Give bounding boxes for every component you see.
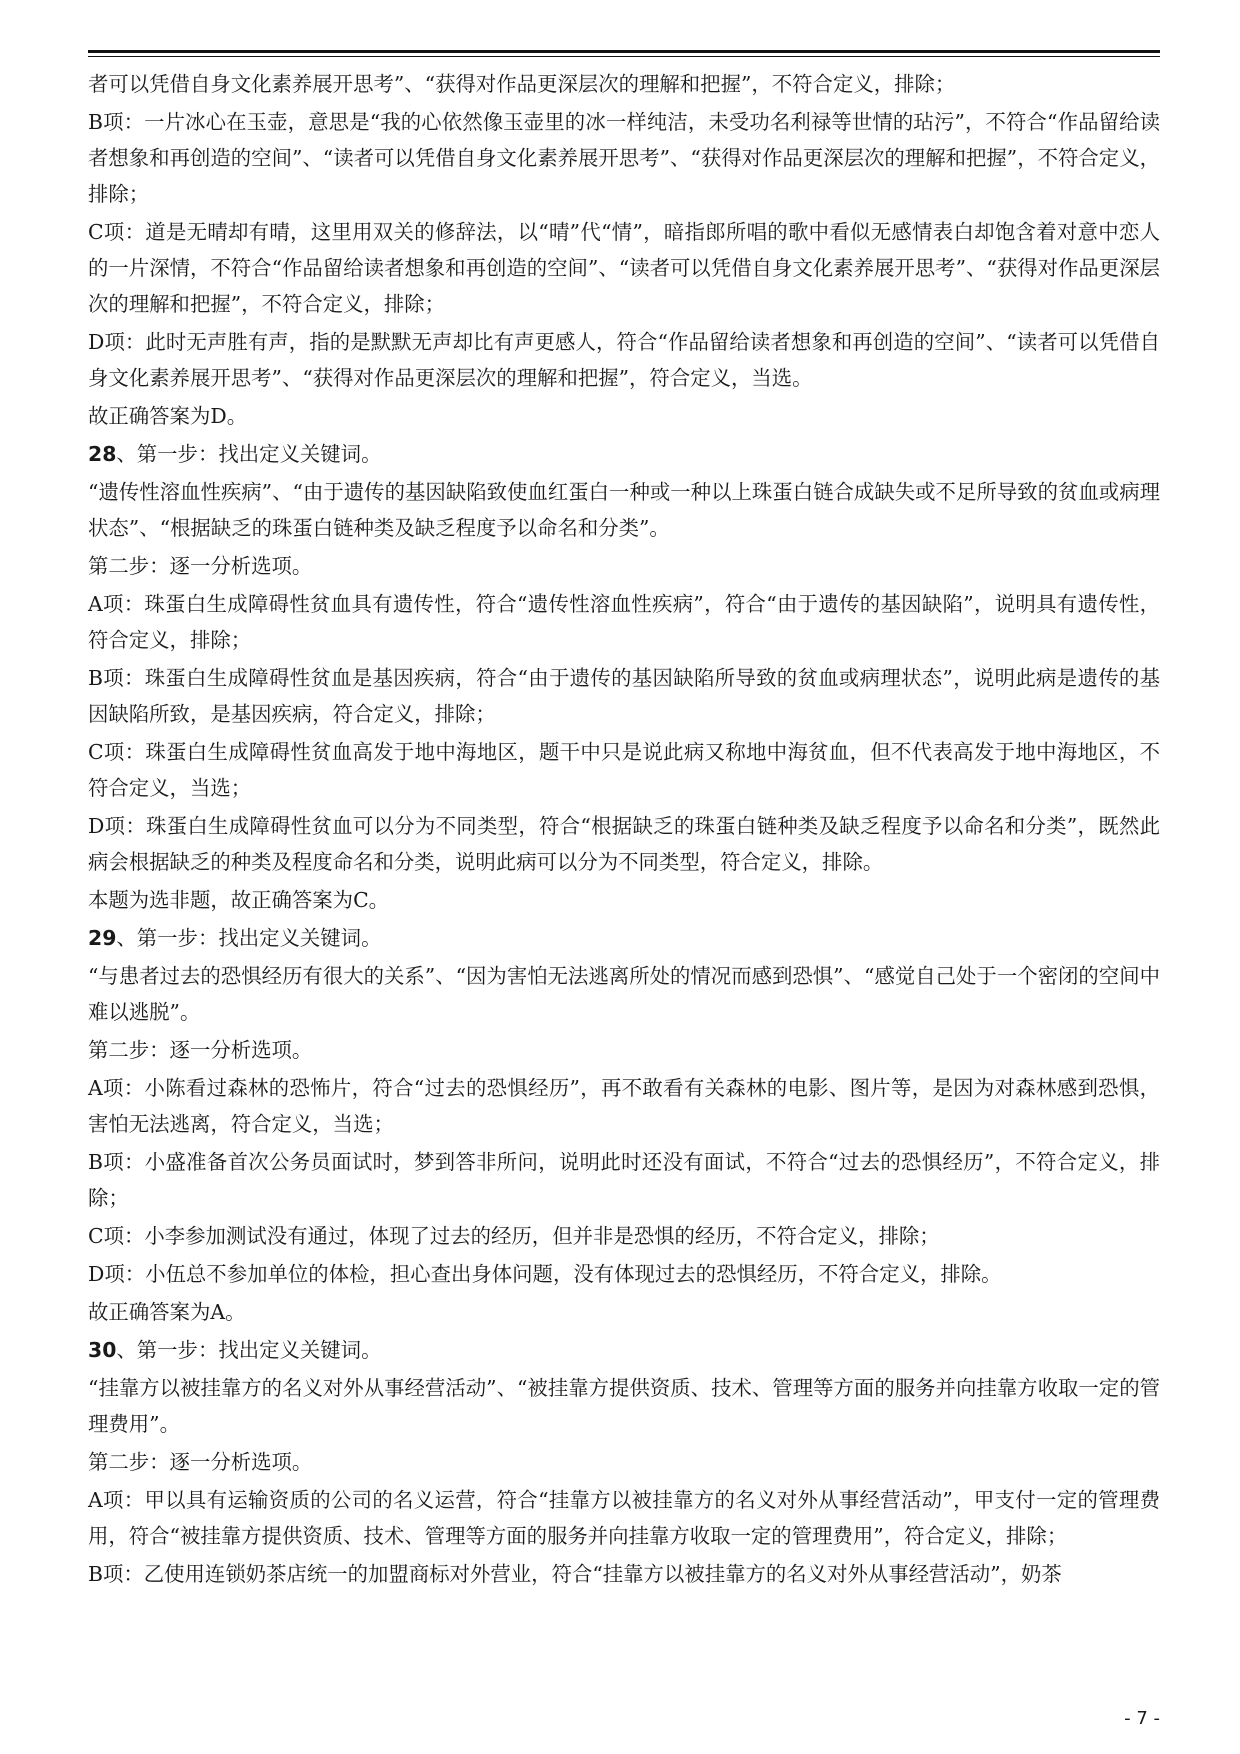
step-heading: 第二步：逐一分析选项。 (88, 1038, 313, 1062)
question-heading-text: 、第一步：找出定义关键词。 (116, 442, 382, 466)
paragraph: “挂靠方以被挂靠方的名义对外从事经营活动”、“被挂靠方提供资质、技术、管理等方面的服务并向挂靠方收取一定的管理费用”。 (88, 1376, 1160, 1436)
answer-line: 故正确答案为A。 (88, 1300, 246, 1324)
page-number: - 7 - (1124, 1708, 1160, 1729)
header-rule-thin (88, 56, 1160, 57)
paragraph: B项：乙使用连锁奶茶店统一的加盟商标对外营业，符合“挂靠方以被挂靠方的名义对外从事经营活动”，奶茶 (88, 1562, 1062, 1586)
paragraph: A项：小陈看过森林的恐怖片，符合“过去的恐惧经历”，再不敢看有关森林的电影、图片等，是因为对森林感到恐惧，害怕无法逃离，符合定义，当选； (88, 1076, 1160, 1136)
question-heading (88, 436, 1160, 472)
paragraph: “与患者过去的恐惧经历有很大的关系”、“因为害怕无法逃离所处的情况而感到恐惧”、“感觉自己处于一个密闭的空间中难以逃脱”。 (88, 964, 1160, 1024)
header-rule-thick (88, 50, 1160, 53)
paragraph: A项：甲以具有运输资质的公司的名义运营，符合“挂靠方以被挂靠方的名义对外从事经营活动”，甲支付一定的管理费用，符合“被挂靠方提供资质、技术、管理等方面的服务并向挂靠方收取一定的管理费用”，符合定义，排除； (88, 1488, 1160, 1548)
paragraph: A项：珠蛋白生成障碍性贫血具有遗传性，符合“遗传性溶血性疾病”，符合“由于遗传的基因缺陷”，说明具有遗传性，符合定义，排除； (88, 592, 1160, 652)
paragraph: D项：小伍总不参加单位的体检，担心查出身体问题，没有体现过去的恐惧经历，不符合定义，排除。 (88, 1262, 1002, 1286)
step-heading: 第二步：逐一分析选项。 (88, 554, 313, 578)
paragraph: B项：一片冰心在玉壶，意思是“我的心依然像玉壶里的冰一样纯洁，未受功名利禄等世情的玷污”，不符合“作品留给读者想象和再创造的空间”、“读者可以凭借自身文化素养展开思考”、“获得对作品更深层次的理解和把握”，不符合定义，排除； (88, 110, 1160, 206)
paragraph: “遗传性溶血性疾病”、“由于遗传的基因缺陷致使血红蛋白一种或一种以上珠蛋白链合成缺失或不足所导致的贫血或病理状态”、“根据缺乏的珠蛋白链种类及缺乏程度予以命名和分类”。 (88, 480, 1160, 540)
question-heading-text: 、第一步：找出定义关键词。 (116, 1338, 382, 1362)
question-heading (88, 920, 1160, 956)
document-body (88, 66, 1160, 1594)
step-heading: 第二步：逐一分析选项。 (88, 1450, 313, 1474)
paragraph: D项：珠蛋白生成障碍性贫血可以分为不同类型，符合“根据缺乏的珠蛋白链种类及缺乏程度予以命名和分类”，既然此病会根据缺乏的种类及程度命名和分类，说明此病可以分为不同类型，符合定义，排除。 (88, 814, 1160, 874)
paragraph: C项：道是无晴却有晴，这里用双关的修辞法，以“晴”代“情”，暗指郎所唱的歌中看似无感情表白却饱含着对意中恋人的一片深情，不符合“作品留给读者想象和再创造的空间”、“读者可以凭借自身文化素养展开思考”、“获得对作品更深层次的理解和把握”，不符合定义，排除； (88, 220, 1160, 316)
paragraph: C项：小李参加测试没有通过，体现了过去的经历，但并非是恐惧的经历，不符合定义，排除； (88, 1224, 940, 1248)
paragraph: 者可以凭借自身文化素养展开思考”、“获得对作品更深层次的理解和把握”，不符合定义，排除； (88, 72, 956, 96)
paragraph: B项：小盛准备首次公务员面试时，梦到答非所问，说明此时还没有面试，不符合“过去的恐惧经历”，不符合定义，排除； (88, 1150, 1160, 1210)
paragraph: C项：珠蛋白生成障碍性贫血高发于地中海地区，题干中只是说此病又称地中海贫血，但不代表高发于地中海地区，不符合定义，当选； (88, 740, 1160, 800)
question-number: 30 (88, 1338, 117, 1362)
paragraph: B项：珠蛋白生成障碍性贫血是基因疾病，符合“由于遗传的基因缺陷所导致的贫血或病理状态”，说明此病是遗传的基因缺陷所致，是基因疾病，符合定义，排除； (88, 666, 1160, 726)
question-number: 28 (88, 442, 117, 466)
question-number: 29 (88, 926, 117, 950)
paragraph: D项：此时无声胜有声，指的是默默无声却比有声更感人，符合“作品留给读者想象和再创造的空间”、“读者可以凭借自身文化素养展开思考”、“获得对作品更深层次的理解和把握”，符合定义，当选。 (88, 330, 1160, 390)
answer-line: 故正确答案为D。 (88, 404, 248, 428)
question-heading-text: 、第一步：找出定义关键词。 (116, 926, 382, 950)
answer-line: 本题为选非题，故正确答案为C。 (88, 888, 390, 912)
question-heading (88, 1332, 1160, 1368)
